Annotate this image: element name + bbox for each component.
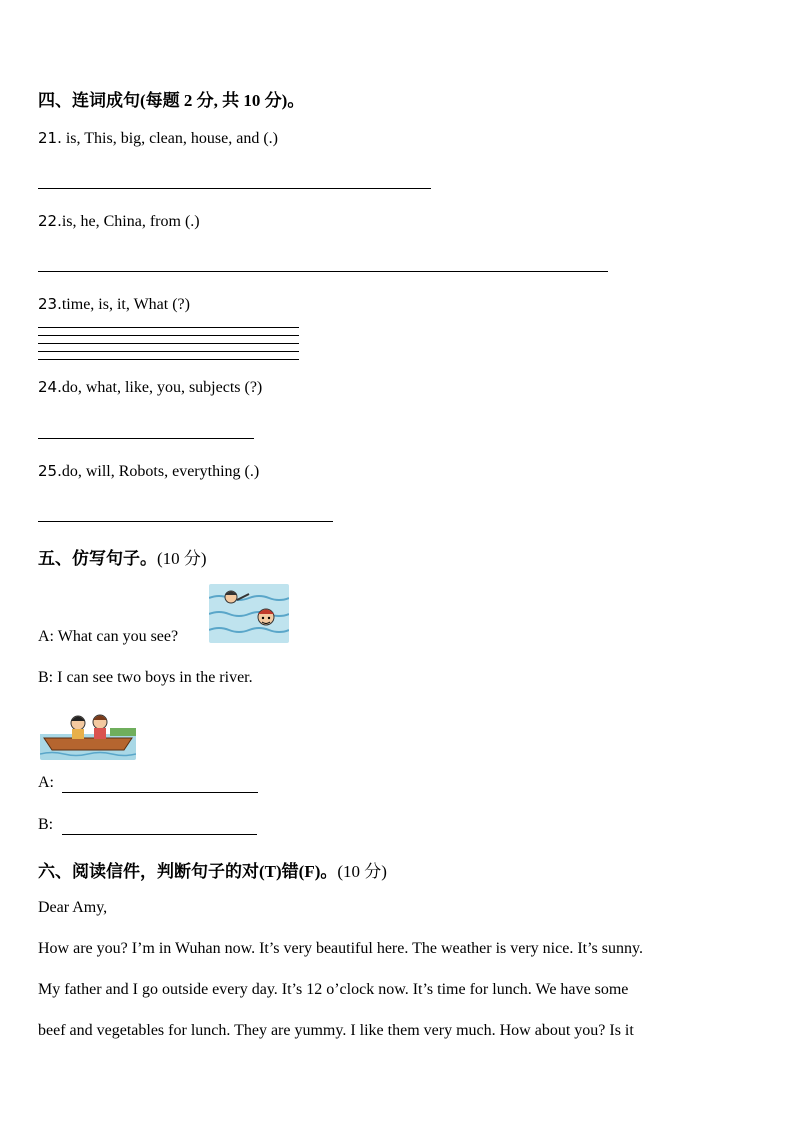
prompt-b-label: B:	[38, 816, 54, 833]
answer-line-25[interactable]	[38, 521, 333, 522]
question-words: do, will, Robots, everything (.)	[61, 463, 260, 480]
section-6-score: (10 分)	[337, 862, 387, 881]
question-21	[38, 129, 278, 148]
section-6-title-part3: 。	[320, 862, 338, 881]
example-a: A: What can you see?	[38, 628, 179, 645]
question-22	[38, 212, 200, 231]
answer-line-21[interactable]	[38, 188, 431, 189]
letter-line-1: How are you? I’m in Wuhan now. It’s very beautiful here. The weather is very nice. It’s sunny.	[38, 940, 643, 957]
prompt-a-label: A:	[38, 774, 54, 791]
answer-line-23	[38, 351, 299, 352]
section-4-title: 四、连词成句(每题 2 分, 共 10 分)。	[38, 91, 305, 110]
answer-line-23	[38, 359, 299, 360]
letter-line-3: beef and vegetables for lunch. They are yummy. I like them very much. How about you? Is it	[38, 1022, 634, 1039]
answer-line-22[interactable]	[38, 271, 608, 272]
answer-line-24[interactable]	[38, 438, 254, 439]
question-23	[38, 295, 190, 314]
letter-line-2: My father and I go outside every day. It’s 12 o’clock now. It’s time for lunch. We have some	[38, 981, 629, 998]
question-words: time, is, it, What (?)	[61, 296, 190, 313]
section-6-title-t: (T)	[259, 862, 282, 881]
question-number: 23.	[38, 295, 62, 313]
children-in-boat-picture	[40, 708, 136, 760]
question-number: 22.	[38, 212, 62, 230]
section-6-title-part1: 六、阅读信件，判断句子的对	[38, 862, 259, 881]
answer-line-a[interactable]	[62, 792, 258, 793]
question-words: is, he, China, from (.)	[61, 213, 200, 230]
section-6-title	[38, 857, 387, 882]
question-number: 21.	[38, 129, 62, 147]
section-5-title	[38, 544, 207, 569]
answer-line-23	[38, 335, 299, 336]
section-5-score: (10 分)	[157, 549, 207, 568]
section-6-title-f: (F)	[298, 862, 321, 881]
example-b: B: I can see two boys in the river.	[38, 669, 253, 686]
boys-swimming-picture	[209, 584, 289, 643]
question-25	[38, 462, 259, 481]
answer-line-b[interactable]	[62, 834, 257, 835]
section-6-title-part2: 错	[281, 862, 299, 881]
section-5-title-text: 五、仿写句子。	[38, 549, 157, 568]
question-number: 24.	[38, 378, 62, 396]
question-words: is, This, big, clean, house, and (.)	[61, 130, 278, 147]
letter-salutation: Dear Amy,	[38, 899, 108, 916]
question-words: do, what, like, you, subjects (?)	[61, 379, 263, 396]
answer-line-23	[38, 343, 299, 344]
question-24	[38, 378, 262, 397]
answer-line-23[interactable]	[38, 327, 299, 328]
question-number: 25.	[38, 462, 62, 480]
